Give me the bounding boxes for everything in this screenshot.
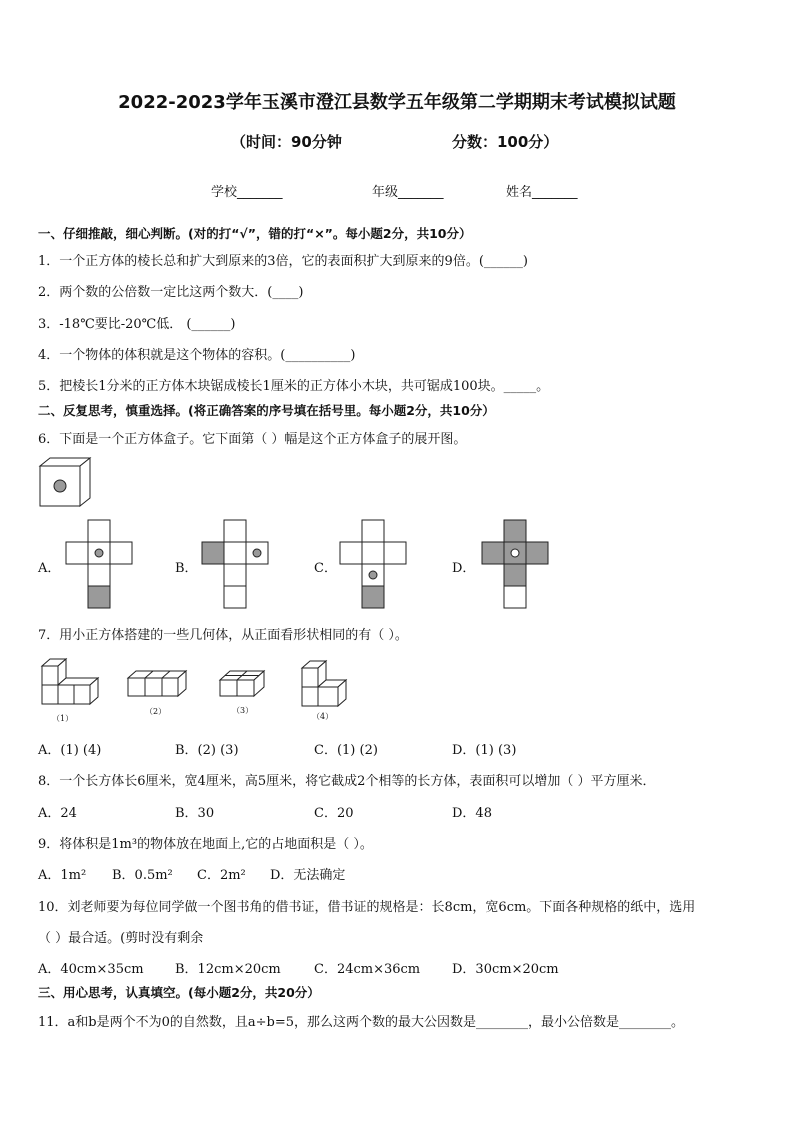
section-3-heading: 三、用心思考，认真填空。(每小题2分，共20分）: [38, 985, 320, 1000]
question-6: 6．下面是一个正方体盒子。它下面第（ ）幅是这个正方体盒子的展开图。: [38, 432, 467, 447]
score-label: 分数：100分）: [452, 133, 559, 151]
page-title: 2022-2023学年玉溪市澄江县数学五年级第二学期期末考试模拟试题: [118, 92, 676, 113]
q8-option-d: D．48: [452, 806, 492, 821]
cube-box-figure: [38, 456, 94, 508]
question-11: 11．a和b是两个不为0的自然数，且a÷b=5，那么这两个数的最大公因数是________，最小公倍数是________。: [38, 1015, 685, 1030]
solid-3-label: （3）: [232, 706, 254, 715]
name-field: 姓名_______: [506, 185, 578, 200]
q7-option-a: A．(1) (4): [38, 743, 102, 758]
question-7: 7．用小正方体搭建的一些几何体，从正面看形状相同的有（ ）。: [38, 628, 408, 643]
time-label: （时间：90分钟: [231, 133, 342, 151]
q10-option-b: B．12cm×20cm: [175, 962, 281, 977]
q9-option-b: B．0.5m²: [112, 868, 173, 883]
net-d-figure: [480, 518, 552, 610]
net-b-figure: [200, 518, 272, 610]
q10-option-a: A．40cm×35cm: [38, 962, 144, 977]
solid-4-figure: [298, 658, 350, 710]
net-c-figure: [338, 518, 410, 610]
question-10-line-2: （ ）最合适。(剪时没有剩余: [38, 931, 204, 946]
question-8: 8．一个长方体长6厘米，宽4厘米，高5厘米，将它截成2个相等的长方体，表面积可以增加（ ）平方厘米．: [38, 774, 656, 789]
question-2: 2．两个数的公倍数一定比这两个数大．(____): [38, 285, 304, 300]
solid-3-figure: [218, 668, 268, 700]
q6-option-c-label: C．: [314, 561, 337, 576]
solid-1-figure: [38, 656, 100, 712]
section-2-heading: 二、反复思考，慎重选择。(将正确答案的序号填在括号里。每小题2分，共10分）: [38, 403, 495, 418]
solid-2-figure: [126, 668, 190, 700]
q8-option-c: C．20: [314, 806, 354, 821]
net-a-figure: [64, 518, 136, 610]
question-10-line-1: 10．刘老师要为每位同学做一个图书角的借书证，借书证的规格是：长8cm，宽6cm。下面各种规格的纸中，选用: [38, 900, 696, 915]
q7-option-d: D．(1) (3): [452, 743, 517, 758]
q6-option-b-label: B．: [175, 561, 198, 576]
section-1-heading: 一、仔细推敲，细心判断。(对的打“√”，错的打“×”。每小题2分，共10分）: [38, 226, 472, 241]
question-9: 9．将体积是1m³的物体放在地面上,它的占地面积是（ ）。: [38, 837, 373, 852]
q8-option-a: A．24: [38, 806, 77, 821]
question-3: 3．-18℃要比-20℃低． (______): [38, 317, 236, 332]
q7-option-c: C．(1) (2): [314, 743, 378, 758]
q7-option-b: B．(2) (3): [175, 743, 239, 758]
solid-4-label: （4）: [312, 712, 334, 721]
q9-option-d: D．无法确定: [270, 868, 346, 883]
question-1: 1．一个正方体的棱长总和扩大到原来的3倍，它的表面积扩大到原来的9倍。(______): [38, 254, 528, 269]
q9-option-c: C．2m²: [197, 868, 246, 883]
solid-2-label: （2）: [145, 707, 167, 716]
q6-option-a-label: A．: [38, 561, 61, 576]
question-5: 5．把棱长1分米的正方体木块锯成棱长1厘米的正方体小木块，共可锯成100块。_____。: [38, 379, 550, 394]
q10-option-c: C．24cm×36cm: [314, 962, 421, 977]
q10-option-d: D．30cm×20cm: [452, 962, 559, 977]
school-field: 学校_______: [211, 185, 283, 200]
solid-1-label: （1）: [52, 714, 74, 723]
question-4: 4．一个物体的体积就是这个物体的容积。(__________): [38, 348, 356, 363]
q8-option-b: B．30: [175, 806, 215, 821]
grade-field: 年级_______: [372, 185, 444, 200]
q6-option-d-label: D．: [452, 561, 476, 576]
q9-option-a: A．1m²: [38, 868, 87, 883]
